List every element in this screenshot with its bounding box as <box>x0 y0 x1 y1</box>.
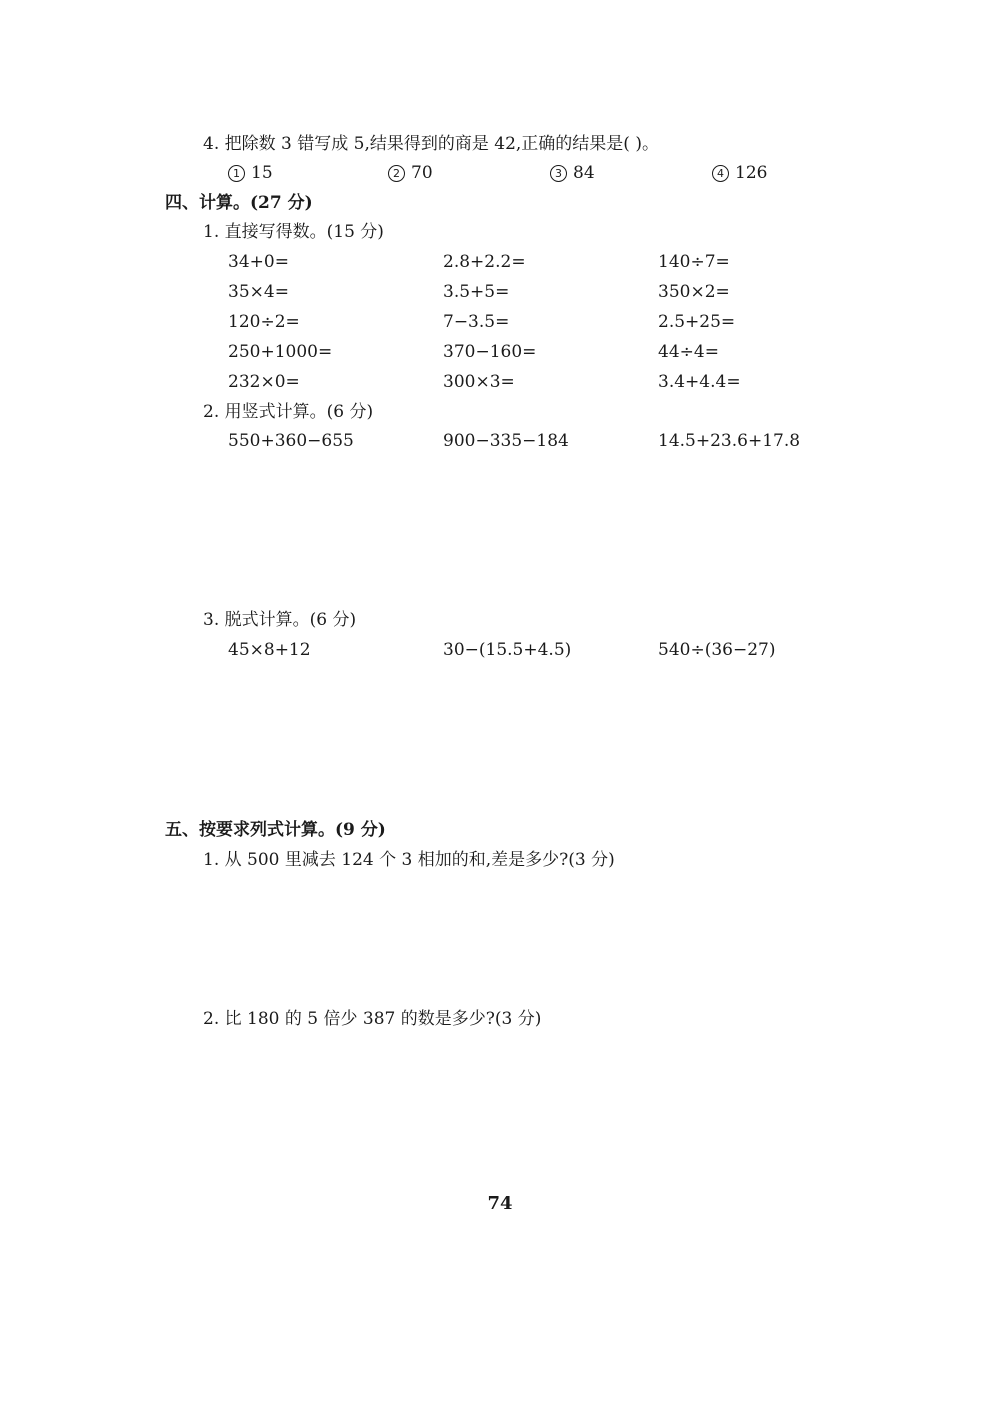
math-item: 7−3.5= <box>443 312 510 332</box>
vertical-calc-item: 14.5+23.6+17.8 <box>658 431 801 451</box>
part1-title: 1. 直接写得数。(15 分) <box>203 222 384 242</box>
q4-option-1 <box>228 162 273 184</box>
math-item: 300×3= <box>443 372 515 392</box>
circled-number-icon: 1 <box>228 165 245 182</box>
option-text: 15 <box>251 163 273 183</box>
option-text: 70 <box>411 163 433 183</box>
math-item: 140÷7= <box>658 252 730 272</box>
vertical-calc-item: 550+360−655 <box>228 431 354 451</box>
math-item: 44÷4= <box>658 342 719 362</box>
math-item: 370−160= <box>443 342 537 362</box>
q4-option-4 <box>712 162 767 184</box>
math-item: 34+0= <box>228 252 289 272</box>
section5-heading: 五、按要求列式计算。(9 分) <box>165 820 386 840</box>
math-item: 250+1000= <box>228 342 333 362</box>
math-item: 350×2= <box>658 282 730 302</box>
math-item: 3.4+4.4= <box>658 372 741 392</box>
circled-number-icon: 2 <box>388 165 405 182</box>
stepwise-calc-item: 45×8+12 <box>228 640 311 660</box>
stepwise-calc-item: 540÷(36−27) <box>658 640 776 660</box>
q4-option-3 <box>550 162 595 184</box>
circled-number-icon: 3 <box>550 165 567 182</box>
math-item: 120÷2= <box>228 312 300 332</box>
option-text: 126 <box>735 163 768 183</box>
math-item: 3.5+5= <box>443 282 510 302</box>
option-text: 84 <box>573 163 595 183</box>
q4-option-2 <box>388 162 433 184</box>
circled-number-icon: 4 <box>712 165 729 182</box>
part2-title: 2. 用竖式计算。(6 分) <box>203 402 374 422</box>
section5-question-1: 1. 从 500 里减去 124 个 3 相加的和,差是多少?(3 分) <box>203 850 615 870</box>
page-number: 74 <box>487 1193 513 1214</box>
math-item: 2.8+2.2= <box>443 252 526 272</box>
section4-heading: 四、计算。(27 分) <box>165 193 313 213</box>
stepwise-calc-item: 30−(15.5+4.5) <box>443 640 572 660</box>
math-item: 35×4= <box>228 282 289 302</box>
math-item: 232×0= <box>228 372 300 392</box>
q4-stem: 4. 把除数 3 错写成 5,结果得到的商是 42,正确的结果是( )。 <box>203 134 659 154</box>
section5-question-2: 2. 比 180 的 5 倍少 387 的数是多少?(3 分) <box>203 1009 542 1029</box>
part3-title: 3. 脱式计算。(6 分) <box>203 610 357 630</box>
vertical-calc-item: 900−335−184 <box>443 431 569 451</box>
math-item: 2.5+25= <box>658 312 736 332</box>
